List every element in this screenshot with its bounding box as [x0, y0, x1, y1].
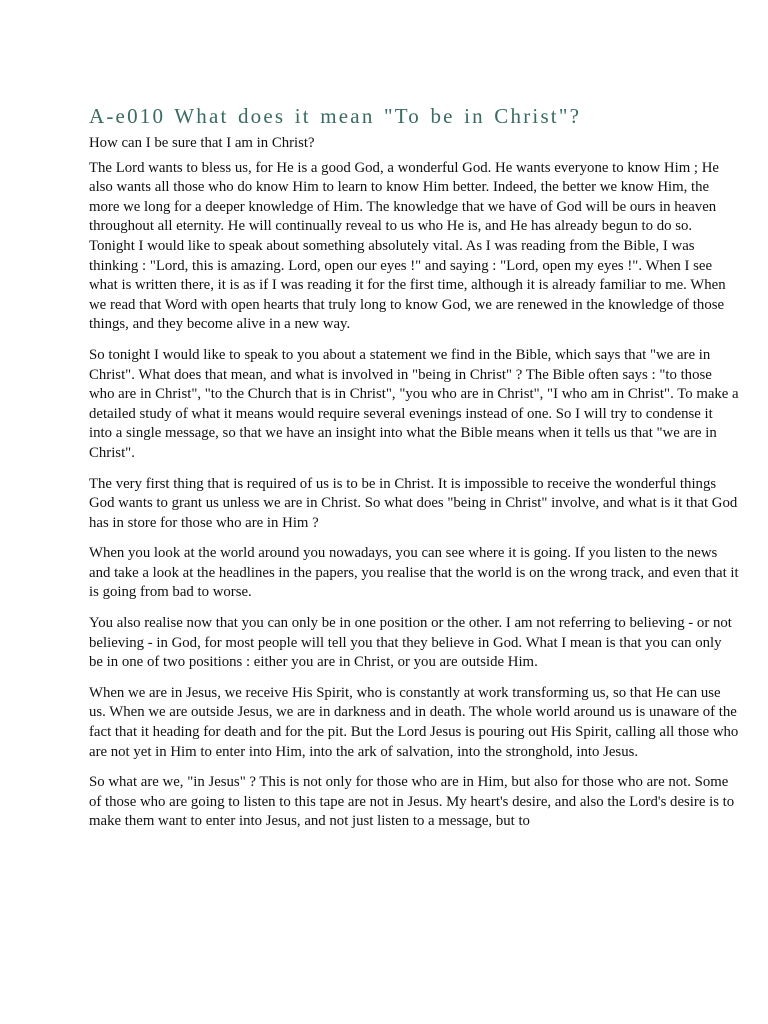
paragraph-7: So what are we, "in Jesus" ? This is not only for those who are in Him, but also for those who are not. Some of those who are going to listen to this tape are not in Jesus. My heart's desire, and also the Lord's desire is to make them want to enter into Jesus, and not just listen to a message, but to	[89, 774, 735, 830]
paragraph-2: So tonight I would like to speak to you about a statement we find in the Bible, which says that "we are in Christ". What does that mean, and what is involved in "being in Christ" ? The Bible often says : "to those who are in Christ", "to the Church that is in Christ", "you who are in Christ", "I who am in Christ". To make a detailed study of what it means would require several evenings instead of one. So I will try to condense it into a single message, so that we have an insight into what the Bible means when it tells us that "we are in Christ".	[89, 346, 739, 461]
paragraph-5: You also realise now that you can only be in one position or the other. I am not referring to believing - or not believing - in God, for most people will tell you that they believe in God. What I mean is that you can only be in one of two positions : either you are in Christ, or you are outside Him.	[89, 615, 732, 671]
document-body	[89, 134, 739, 843]
paragraph-1: The Lord wants to bless us, for He is a good God, a wonderful God. He wants everyone to know Him ; He also wants all those who do know Him to learn to know Him better. Indeed, the better we know Him, the more we long for a deeper knowledge of Him. The knowledge that we have of God will be ours in heaven throughout all eternity. He will continually reveal to us who He is, and He has already begun to do so. Tonight I would like to speak about something absolutely vital. As I was reading from the Bible, I was thinking : "Lord, this is amazing. Lord, open our eyes !" and saying : "Lord, open my eyes !". When I see what is written there, it is as if I was reading it for the first time, although it is already familiar to me. When we read that Word with open hearts that truly long to know God, we are renewed in the knowledge of those things, and they become alive in a new way.	[89, 159, 726, 333]
document-title: A-e010 What does it mean "To be in Christ"?	[89, 104, 582, 128]
paragraph-6: When we are in Jesus, we receive His Spirit, who is constantly at work transforming us, so that He can use us. When we are outside Jesus, we are in darkness and in death. The whole world around us is unaware of the fact that it heading for death and for the pit. But the Lord Jesus is pouring out His Spirit, calling all those who are not yet in Him to enter into Him, into the ark of salvation, into the stronghold, into Jesus.	[89, 684, 739, 760]
paragraph-4: When you look at the world around you nowadays, you can see where it is going. If you listen to the news and take a look at the headlines in the papers, you realise that the world is on the wrong track, and even that it is going from bad to worse.	[89, 545, 739, 601]
document-subtitle: How can I be sure that I am in Christ?	[89, 135, 315, 151]
paragraph-3: The very first thing that is required of us is to be in Christ. It is impossible to receive the wonderful things God wants to grant us unless we are in Christ. So what does "being in Christ" involve, and what is it that God has in store for those who are in Him ?	[89, 475, 738, 531]
